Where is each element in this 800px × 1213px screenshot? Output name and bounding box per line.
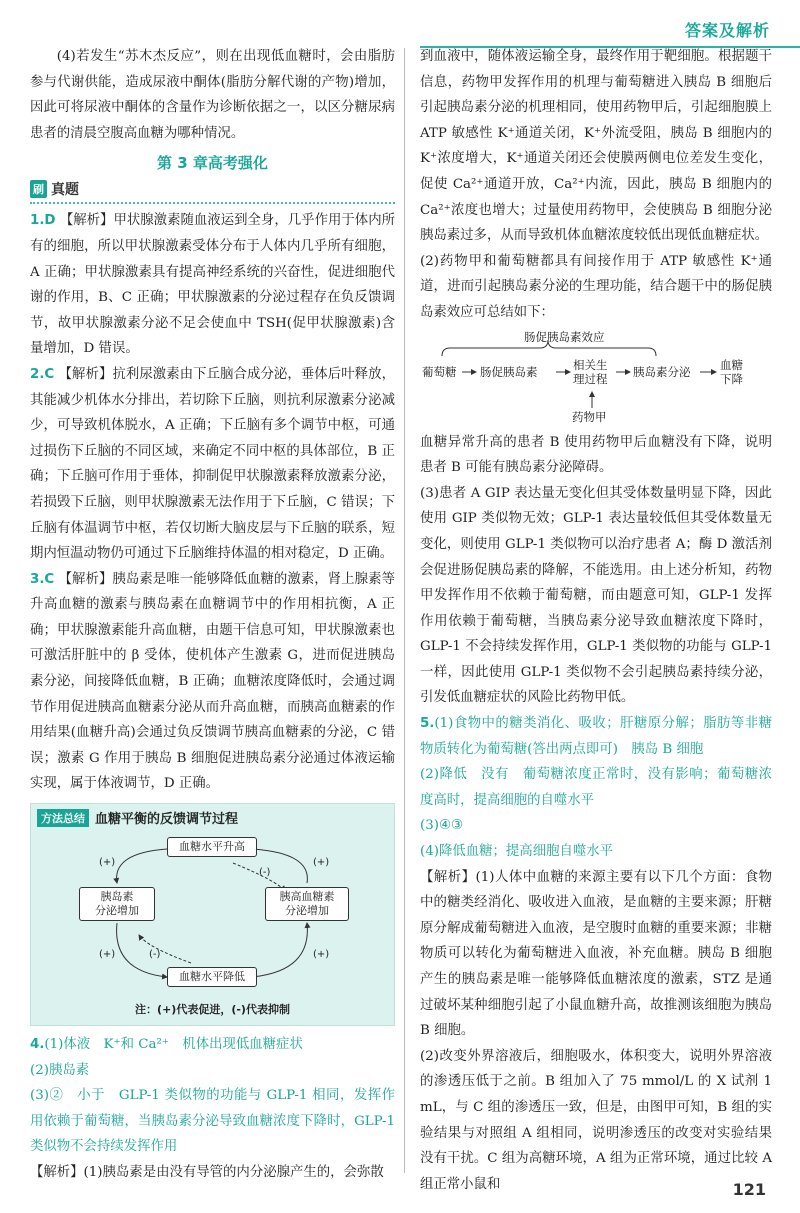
page-header-title: 答案及解析 [684, 21, 770, 40]
q1-answer: D [44, 213, 56, 229]
feedback-diagram [37, 831, 388, 999]
q5-explanation-1: 【解析】(1)人体中血糖的来源主要有以下几个方面：食物中的糖类经消化、吸收进入血液，是血糖的主要来源；肝糖原分解成葡萄糖进入血液，是空腹时血糖的重要来源；非糖物质可以转化为葡萄糖进入血液，补充血糖。胰岛 B 细胞产生的胰岛素是唯一能够降低血糖浓度的激素，STZ 是通过破坏某种细胞引起了小鼠血糖升高，故推测该细胞为胰岛 B 细胞。 [420, 869, 772, 1039]
method-summary-box [30, 803, 395, 1026]
q5-a1: (1)食物中的糖类消化、吸收；肝糖原分解；脂肪等非糖物质转化为葡萄糖(答出两点即可) 胰岛 B 细胞 [420, 716, 772, 757]
q3-answer: C [44, 571, 55, 587]
section-tag [30, 179, 395, 204]
question-3 [30, 567, 395, 797]
question-1 [30, 208, 395, 362]
column-divider [404, 48, 405, 1173]
right-para-2: (2)药物甲和葡萄糖都具有间接作用于 ATP 敏感性 K⁺通道，进而引起胰岛素分泌的生理功能，结合题干中的肠促胰岛素效应可总结如下： [420, 253, 772, 320]
q3-number: 3. [30, 571, 45, 587]
node-glucose-high: 血糖水平升高 [167, 837, 257, 857]
q2-answer: C [44, 366, 55, 382]
node-glucose-low: 血糖水平降低 [167, 967, 257, 987]
sign-plus-2: (+) [99, 949, 116, 961]
node-insulin: 胰岛素 分泌增加 [79, 887, 155, 921]
flow-node-process: 相关生 理过程 [573, 357, 608, 386]
q5-answer-4: (4)降低血糖；提高细胞自噬水平 [420, 844, 614, 860]
sign-minus-1: (-) [259, 867, 271, 879]
incretin-flow-diagram [420, 330, 772, 428]
flow-brace-label: 肠促胰岛素效应 [524, 329, 605, 344]
q4-explanation: 【解析】(1)胰岛素是由没有导管的内分泌腺产生的，会弥散 [30, 1165, 384, 1180]
sign-plus-1: (+) [99, 857, 116, 869]
section-chip: 刷 [30, 180, 47, 198]
q4-answer-3: (3)② 小于 GLP-1 类似物的功能与 GLP-1 相同，发挥作用依赖于葡萄糖，当胰岛素分泌导致血糖浓度下降时，GLP-1 类似物不会持续发挥作用 [30, 1088, 395, 1155]
q2-text: 【解析】抗利尿激素由下丘脑合成分泌，垂体后叶释放，其能减少机体水分排出，若切除下丘脑，则抗利尿激素分泌减少，可导致机体脱水，A 正确；下丘脑有多个调节中枢，可通过损伤下丘脑的不同区域，来确定不同中枢的具体部位，B 正确；下丘脑可作用于垂体，抑制促甲状腺激素释放激素分泌，若损毁下丘脑，则甲状腺激素无法作用于下丘脑，C 错误；下丘脑有体温调节中枢，若仅切断大脑皮层与下丘脑的联系，短期内恒温动物仍可通过下丘脑维持体温的相对稳定，D 正确。 [30, 366, 395, 562]
right-para-3: 血糖异常升高的患者 B 使用药物甲后血糖没有下降，说明患者 B 可能有胰岛素分泌障碍。 [420, 434, 772, 476]
flow-node-incretin: 肠促胰岛素 [480, 364, 538, 379]
question-2 [30, 362, 395, 567]
flow-node-insulin-secretion: 胰岛素分泌 [633, 364, 691, 379]
flow-node-glucose: 葡萄糖 [422, 364, 457, 379]
node-glucagon: 胰高血糖素 分泌增加 [265, 887, 349, 921]
q4-number: 4. [30, 1037, 45, 1053]
q1-text: 【解析】甲状腺激素随血液运到全身，几乎作用于体内所有的细胞，所以甲状腺激素受体分布于人体内几乎所有细胞，A 正确；甲状腺激素具有提高神经系统的兴奋性，促进细胞代谢的作用，B、C 正确；甲状腺激素的分泌过程存在负反馈调节，故甲状腺激素分泌不足会使血中 TSH(促甲状腺激素)含量增加，D 错误。 [30, 213, 395, 357]
left-column [30, 44, 395, 1186]
method-chip: 方法总结 [37, 809, 89, 827]
right-column [420, 44, 772, 1197]
q4-a1: (1)体液 K⁺和 Ca²⁺ 机体出现低血糖症状 [44, 1037, 303, 1053]
chapter-title: 第 3 章高考强化 [157, 154, 268, 173]
q4-answer-1 [30, 1032, 395, 1058]
q5-answer-3: (3)④③ [420, 818, 463, 834]
q5-answer-2: (2)降低 没有 葡萄糖浓度正常时，没有影响；葡萄糖浓度高时，提高细胞的自噬水平 [420, 767, 772, 808]
method-title [37, 808, 388, 827]
q2-number: 2. [30, 366, 45, 382]
q5-number: 5. [420, 716, 435, 732]
sign-plus-3: (+) [313, 949, 330, 961]
sign-plus-4: (+) [313, 857, 330, 869]
q5-answer-1 [420, 711, 772, 762]
q1-number: 1. [30, 213, 45, 229]
intro-paragraph: (4)若发生“苏木杰反应”，则在出现低血糖时，会由脂肪参与代谢供能，造成尿液中酮体(脂肪分解代谢的产物)增加，因此可将尿液中酮体的含量作为诊断依据之一，以区分糖尿病患者的清晨空腹高血糖为哪种情况。 [30, 49, 395, 141]
page-number: 121 [732, 1180, 766, 1199]
method-heading: 血糖平衡的反馈调节过程 [95, 812, 239, 828]
flow-node-drug-a: 药物甲 [572, 409, 607, 424]
method-note: 注：(+)代表促进，(-)代表抑制 [135, 1003, 290, 1017]
right-para-1: 到血液中，随体液运输全身，最终作用于靶细胞。根据题干信息，药物甲发挥作用的机理与葡萄糖进入胰岛 B 细胞后引起胰岛素分泌的机理相同，使用药物甲后，引起细胞膜上 ATP 敏感性 K⁺通道关闭，K⁺外流受阻，胰岛 B 细胞内的 K⁺浓度增大，K⁺通道关闭还会使膜两侧电位差发生变化，促使 Ca²⁺通道开放，Ca²⁺内流，因此，胰岛 B 细胞内的 Ca²⁺浓度也增大；过量使用药物甲，会使胰岛 B 细胞分泌胰岛素过多，从而导致机体血糖浓度较低出现低血糖症状。 [420, 49, 772, 244]
q3-text: 【解析】胰岛素是唯一能够降低血糖的激素，肾上腺素等升高血糖的激素与胰岛素在血糖调节中的作用相抗衡，A 正确；甲状腺激素能升高血糖，由题干信息可知，甲状腺激素也可激活肝脏中的 β 受体，使机体产生激素 G，进而促进胰岛素分泌，间接降低血糖，B 正确；血糖浓度降低时，会通过调节作用促进胰高血糖素分泌从而升高血糖，而胰高血糖素的作用结果(血糖升高)会通过负反馈调节胰高血糖素的分泌，C 错误；激素 G 作用于胰岛 B 细胞促进胰岛素分泌通过体液运输实现，属于体液调节，D 正确。 [30, 571, 395, 792]
q5-explanation-2: (2)改变外界溶液后，细胞吸水，体积变大，说明外界溶液的渗透压低于之前。B 组加入了 75 mmol/L 的 X 试剂 1 mL，与 C 组的渗透压一致，但是，由图甲可知，B 组的实验结果与对照组 A 组相同，说明渗透压的改变对实验结果没有干扰。C 组为高糖环境，A 组为正常环境，通过比较 A 组正常小鼠和 [420, 1048, 772, 1192]
sign-minus-2: (-) [149, 949, 161, 961]
flow-node-glucose-drop: 血糖 下降 [720, 357, 743, 386]
section-label: 真题 [51, 182, 79, 199]
right-para-4: (3)患者 A GIP 表达量无变化但其受体数量明显下降，因此使用 GIP 类似物无效；GLP-1 表达量较低但其受体数量无变化，则使用 GLP-1 类似物可以治疗患者 A；酶 D 激活剂会促进肠促胰岛素的降解，不能选用。由上述分析知，药物甲发挥作用不依赖于葡萄糖，而由题意可知，GLP-1 发挥作用依赖于葡萄糖，当胰岛素分泌导致血糖浓度下降时，GLP-1 不会持续发挥作用，GLP-1 类似物的功能与 GLP-1 一样，因此使用 GLP-1 类似物不会引起胰岛素持续分泌，引发低血糖症状的风险比药物甲低。 [420, 485, 772, 706]
q4-answer-2: (2)胰岛素 [30, 1062, 90, 1078]
